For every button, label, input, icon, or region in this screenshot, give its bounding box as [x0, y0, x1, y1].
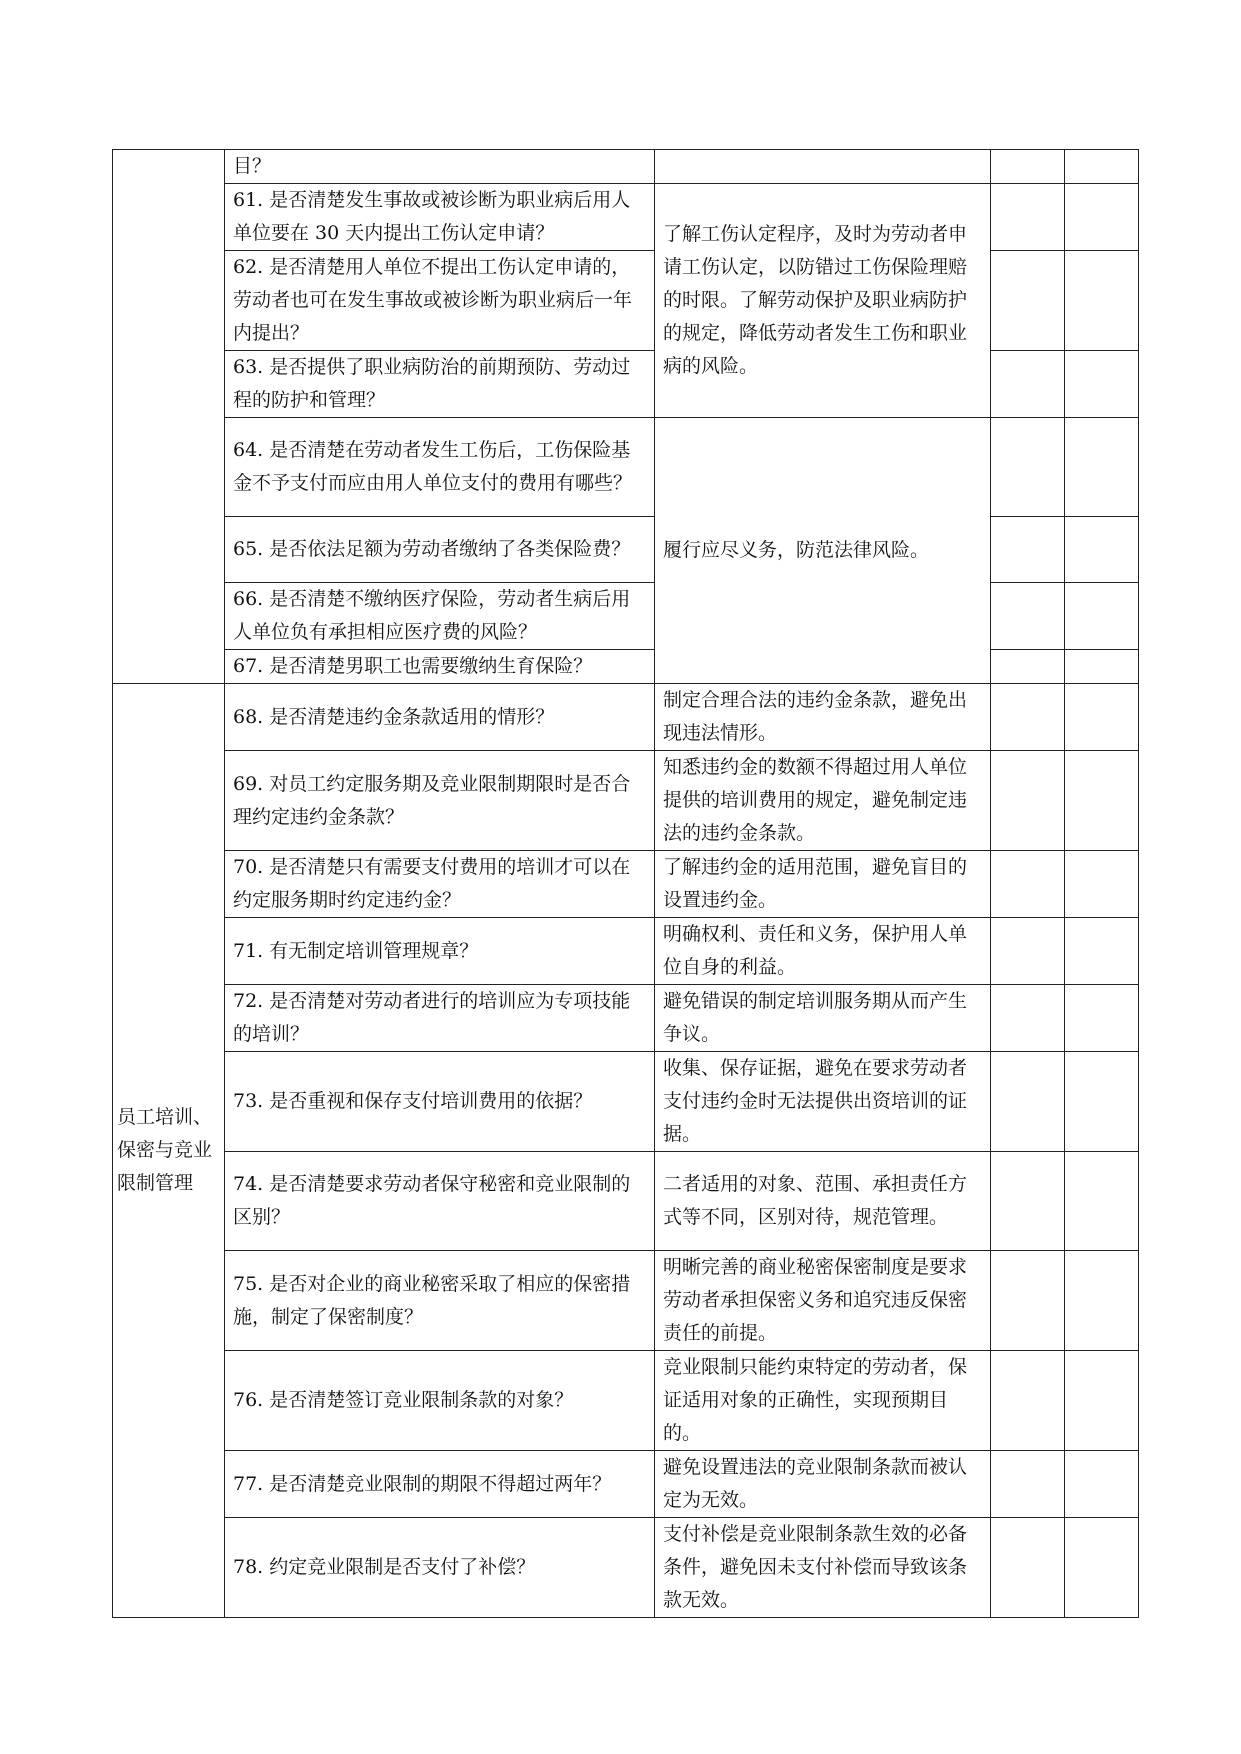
purpose-cell: 收集、保存证据，避免在要求劳动者支付违约金时无法提供出资培训的证据。: [655, 1052, 991, 1152]
question-cell: 72. 是否清楚对劳动者进行的培训应为专项技能的培训？: [225, 985, 655, 1052]
question-cell: 68. 是否清楚违约金条款适用的情形？: [225, 684, 655, 751]
table-row: [113, 985, 1139, 1052]
question-cell: 61. 是否清楚发生事故或被诊断为职业病后用人单位要在 30 天内提出工伤认定申请？: [225, 184, 655, 251]
check-cell: [991, 1451, 1065, 1518]
remark-cell: [1065, 1518, 1139, 1618]
question-cell: 78. 约定竞业限制是否支付了补偿？: [225, 1518, 655, 1618]
question-cell: 77. 是否清楚竞业限制的期限不得超过两年？: [225, 1451, 655, 1518]
table-row: [113, 418, 1139, 517]
question-cell: 64. 是否清楚在劳动者发生工伤后，工伤保险基金不予支付而应由用人单位支付的费用有哪些？: [225, 418, 655, 517]
remark-cell: [1065, 418, 1139, 517]
question-cell: 73. 是否重视和保存支付培训费用的依据？: [225, 1052, 655, 1152]
check-cell: [991, 1351, 1065, 1451]
purpose-cell-merged: 履行应尽义务，防范法律风险。: [655, 418, 991, 684]
question-cell: 76. 是否清楚签订竞业限制条款的对象？: [225, 1351, 655, 1451]
check-cell: [991, 650, 1065, 684]
table-row: [113, 851, 1139, 918]
table-row: [113, 184, 1139, 251]
question-cell: 75. 是否对企业的商业秘密采取了相应的保密措施，制定了保密制度？: [225, 1251, 655, 1351]
question-cell: 74. 是否清楚要求劳动者保守秘密和竞业限制的区别？: [225, 1152, 655, 1251]
remark-cell: [1065, 184, 1139, 251]
purpose-cell: 明晰完善的商业秘密保密制度是要求劳动者承担保密义务和追究违反保密责任的前提。: [655, 1251, 991, 1351]
check-cell: [991, 583, 1065, 650]
check-cell: [991, 1052, 1065, 1152]
purpose-cell: 知悉违约金的数额不得超过用人单位提供的培训费用的规定，避免制定违法的违约金条款。: [655, 751, 991, 851]
question-cell: 71. 有无制定培训管理规章？: [225, 918, 655, 985]
check-cell: [991, 150, 1065, 184]
remark-cell: [1065, 751, 1139, 851]
remark-cell: [1065, 150, 1139, 184]
purpose-cell: 二者适用的对象、范围、承担责任方式等不同，区别对待，规范管理。: [655, 1152, 991, 1251]
remark-cell: [1065, 1351, 1139, 1451]
remark-cell: [1065, 517, 1139, 583]
check-cell: [991, 684, 1065, 751]
purpose-cell: 了解违约金的适用范围，避免盲目的设置违约金。: [655, 851, 991, 918]
question-cell: 65. 是否依法足额为劳动者缴纳了各类保险费？: [225, 517, 655, 583]
question-cell: 目？: [225, 150, 655, 184]
table-row: [113, 1052, 1139, 1152]
purpose-cell: 明确权利、责任和义务，保护用人单位自身的利益。: [655, 918, 991, 985]
purpose-cell: [655, 150, 991, 184]
table-row: [113, 1518, 1139, 1618]
table-row: [113, 150, 1139, 184]
table-row: [113, 684, 1139, 751]
purpose-cell: 竞业限制只能约束特定的劳动者，保证适用对象的正确性，实现预期目的。: [655, 1351, 991, 1451]
remark-cell: [1065, 1052, 1139, 1152]
remark-cell: [1065, 1152, 1139, 1251]
remark-cell: [1065, 251, 1139, 351]
question-cell: 62. 是否清楚用人单位不提出工伤认定申请的，劳动者也可在发生事故或被诊断为职业病后一年内提出？: [225, 251, 655, 351]
category-cell-prev: [113, 150, 225, 684]
question-cell: 67. 是否清楚男职工也需要缴纳生育保险？: [225, 650, 655, 684]
purpose-cell: 支付补偿是竞业限制条款生效的必备条件，避免因未支付补偿而导致该条款无效。: [655, 1518, 991, 1618]
checklist-table: [112, 149, 1139, 1618]
check-cell: [991, 751, 1065, 851]
question-cell: 70. 是否清楚只有需要支付费用的培训才可以在约定服务期时约定违约金？: [225, 851, 655, 918]
remark-cell: [1065, 650, 1139, 684]
category-cell: 员工培训、保密与竞业限制管理: [113, 684, 225, 1618]
remark-cell: [1065, 851, 1139, 918]
check-cell: [991, 985, 1065, 1052]
table-row: [113, 751, 1139, 851]
check-cell: [991, 1251, 1065, 1351]
purpose-cell: 避免设置违法的竞业限制条款而被认定为无效。: [655, 1451, 991, 1518]
check-cell: [991, 251, 1065, 351]
purpose-cell-merged: 了解工伤认定程序，及时为劳动者申请工伤认定，以防错过工伤保险理赔的时限。了解劳动保护及职业病防护的规定，降低劳动者发生工伤和职业病的风险。: [655, 184, 991, 418]
remark-cell: [1065, 1251, 1139, 1351]
check-cell: [991, 418, 1065, 517]
table-row: [113, 1152, 1139, 1251]
table-row: [113, 1351, 1139, 1451]
check-cell: [991, 351, 1065, 418]
check-cell: [991, 1152, 1065, 1251]
check-cell: [991, 851, 1065, 918]
question-cell: 69. 对员工约定服务期及竞业限制期限时是否合理约定违约金条款？: [225, 751, 655, 851]
check-cell: [991, 184, 1065, 251]
remark-cell: [1065, 583, 1139, 650]
question-cell: 66. 是否清楚不缴纳医疗保险，劳动者生病后用人单位负有承担相应医疗费的风险？: [225, 583, 655, 650]
question-cell: 63. 是否提供了职业病防治的前期预防、劳动过程的防护和管理？: [225, 351, 655, 418]
remark-cell: [1065, 684, 1139, 751]
check-cell: [991, 1518, 1065, 1618]
table-row: [113, 1251, 1139, 1351]
table-row: [113, 918, 1139, 985]
check-cell: [991, 918, 1065, 985]
remark-cell: [1065, 918, 1139, 985]
table-row: [113, 1451, 1139, 1518]
remark-cell: [1065, 985, 1139, 1052]
purpose-cell: 避免错误的制定培训服务期从而产生争议。: [655, 985, 991, 1052]
check-cell: [991, 517, 1065, 583]
purpose-cell: 制定合理合法的违约金条款，避免出现违法情形。: [655, 684, 991, 751]
remark-cell: [1065, 351, 1139, 418]
remark-cell: [1065, 1451, 1139, 1518]
